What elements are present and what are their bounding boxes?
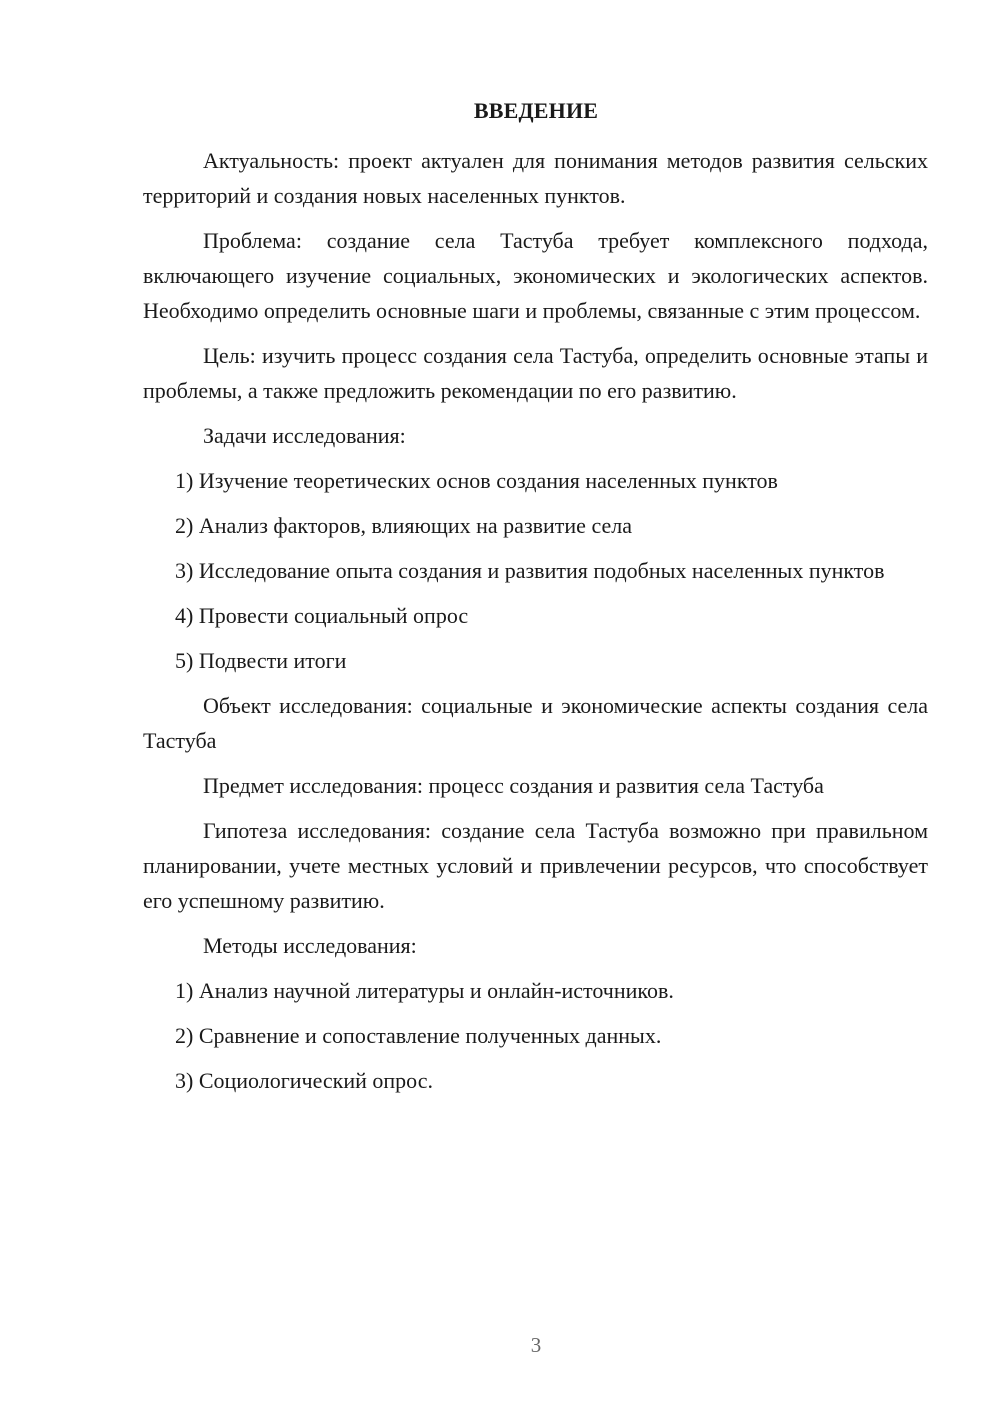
subject-paragraph: Предмет исследования: процесс создания и развития села Тастуба — [203, 773, 824, 798]
task-item: 3) Исследование опыта создания и развития подобных населенных пунктов — [175, 558, 885, 583]
method-item: 3) Социологический опрос. — [175, 1068, 433, 1093]
method-item: 2) Сравнение и сопоставление полученных данных. — [175, 1023, 662, 1048]
task-item: 5) Подвести итоги — [175, 648, 347, 673]
method-item: 1) Анализ научной литературы и онлайн-источников. — [175, 978, 674, 1003]
task-item: 1) Изучение теоретических основ создания населенных пунктов — [175, 468, 778, 493]
problem-paragraph: Проблема: создание села Тастуба требует комплексного подхода, включающего изучение социальных, экономических и экологических аспектов. Необходимо определить основные шаги и проблемы, связанные с этим процессом. — [143, 228, 928, 323]
methods-heading: Методы исследования: — [203, 933, 417, 958]
task-item: 2) Анализ факторов, влияющих на развитие села — [175, 513, 632, 538]
hypothesis-paragraph: Гипотеза исследования: создание села Тастуба возможно при правильном планировании, учете местных условий и привлечении ресурсов, что способствует его успешному развитию. — [143, 818, 928, 913]
tasks-heading: Задачи исследования: — [203, 423, 406, 448]
document-body — [143, 143, 928, 1108]
relevance-paragraph: Актуальность: проект актуален для понимания методов развития сельских территорий и создания новых населенных пунктов. — [143, 148, 928, 208]
section-title: ВВЕДЕНИЕ — [473, 98, 599, 123]
goal-paragraph: Цель: изучить процесс создания села Тастуба, определить основные этапы и проблемы, а также предложить рекомендации по его развитию. — [143, 343, 928, 403]
task-item: 4) Провести социальный опрос — [175, 603, 469, 628]
page-number: 3 — [530, 1333, 542, 1357]
object-paragraph: Объект исследования: социальные и экономические аспекты создания села Тастуба — [143, 693, 928, 753]
